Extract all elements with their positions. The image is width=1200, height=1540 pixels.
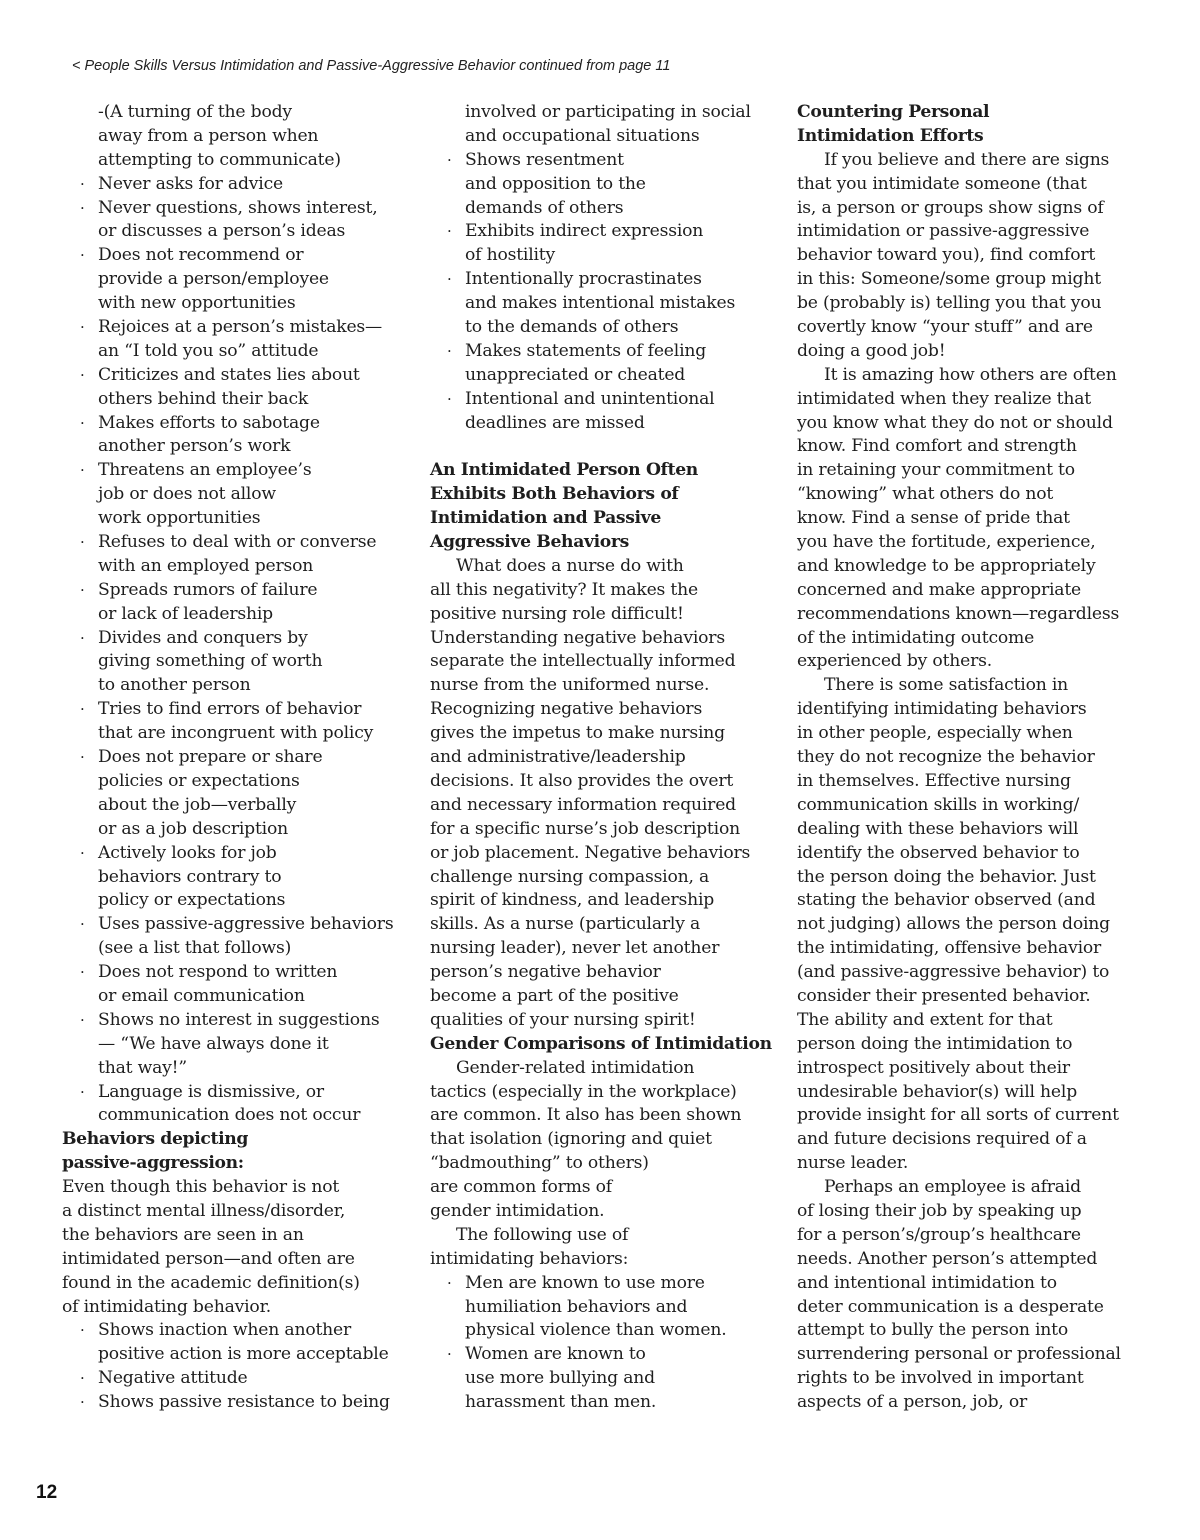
- line-text: Threatens an employee’s: [98, 460, 312, 481]
- line-text: Does not respond to written: [98, 962, 338, 983]
- line-text: gives the impetus to make nursing: [430, 723, 725, 744]
- line-text: Perhaps an employee is afraid: [824, 1177, 1081, 1198]
- line-text: of losing their job by speaking up: [797, 1200, 1082, 1221]
- line-text: a distinct mental illness/disorder,: [62, 1200, 346, 1221]
- line-text: Actively looks for job: [98, 842, 277, 863]
- line-text: the intimidating, offensive behavior: [797, 938, 1102, 959]
- line-text: positive action is more acceptable: [98, 1344, 389, 1365]
- line-text: found in the academic definition(s): [62, 1272, 360, 1293]
- bullet-dot-icon: ·: [80, 700, 85, 719]
- line-text: you have the fortitude, experience,: [797, 532, 1096, 553]
- bullet-dot-icon: ·: [80, 628, 85, 647]
- line-text: -(A turning of the body: [98, 102, 292, 122]
- bullet-dot-icon: ·: [447, 389, 452, 408]
- line-text: unappreciated or cheated: [465, 364, 686, 385]
- line-text: be (probably is) telling you that you: [797, 293, 1102, 314]
- line-text: stating the behavior observed (and: [797, 890, 1096, 911]
- line-text: harassment than men.: [465, 1392, 657, 1413]
- line-text: (and passive-aggressive behavior) to: [797, 962, 1110, 983]
- line-text: or lack of leadership: [98, 603, 273, 624]
- line-text: covertly know “your stuff” and are: [797, 317, 1093, 338]
- line-text: It is amazing how others are often: [824, 364, 1117, 385]
- line-text: Negative attitude: [98, 1368, 248, 1389]
- page-number: 12: [36, 1482, 58, 1503]
- line-text: surrendering personal or professional: [797, 1344, 1121, 1365]
- line-text: and opposition to the: [465, 173, 646, 194]
- line-text: humiliation behaviors and: [465, 1296, 688, 1317]
- line-text: If you believe and there are signs: [824, 149, 1110, 170]
- line-text: Recognizing negative behaviors: [430, 699, 703, 720]
- bullet-dot-icon: ·: [447, 1273, 452, 1292]
- line-text: Criticizes and states lies about: [98, 364, 360, 385]
- line-text: or email communication: [98, 985, 305, 1006]
- line-text: rights to be involved in important: [797, 1368, 1084, 1389]
- line-text: intimidated person—and often are: [62, 1248, 355, 1269]
- line-text: consider their presented behavior.: [797, 985, 1091, 1006]
- bullet-dot-icon: ·: [447, 341, 452, 360]
- line-text: of hostility: [465, 245, 556, 266]
- line-text: attempt to bully the person into: [797, 1320, 1068, 1341]
- bullet-dot-icon: ·: [80, 198, 85, 217]
- line-text: Divides and conquers by: [98, 627, 308, 648]
- line-text: deadlines are missed: [465, 412, 645, 433]
- line-text: tactics (especially in the workplace): [430, 1081, 737, 1102]
- line-text: introspect positively about their: [797, 1057, 1070, 1078]
- line-text: Does not prepare or share: [98, 747, 323, 768]
- bullet-dot-icon: ·: [80, 533, 85, 552]
- line-text: in themselves. Effective nursing: [797, 770, 1071, 791]
- line-text: are common forms of: [430, 1177, 612, 1198]
- line-text: positive nursing role difficult!: [430, 603, 684, 624]
- line-text: attempting to communicate): [98, 149, 341, 170]
- line-text: needs. Another person’s attempted: [797, 1248, 1098, 1269]
- line-text: intimidation or passive-aggressive: [797, 221, 1090, 242]
- line-text: that isolation (ignoring and quiet: [430, 1129, 712, 1150]
- line-text: another person’s work: [98, 436, 291, 457]
- continuation-header: < People Skills Versus Intimidation and Passive-Aggressive Behavior continued from page 11: [72, 58, 671, 74]
- line-text: gender intimidation.: [430, 1200, 605, 1221]
- line-text: use more bullying and: [465, 1368, 655, 1389]
- line-text: intimidating behaviors:: [430, 1248, 629, 1269]
- line-text: “badmouthing” to others): [430, 1153, 649, 1174]
- bullet-dot-icon: ·: [80, 413, 85, 432]
- line-text: Gender Comparisons of Intimidation: [430, 1033, 772, 1054]
- line-text: qualities of your nursing spirit!: [430, 1009, 696, 1030]
- line-text: and occupational situations: [465, 125, 700, 146]
- line-text: of intimidating behavior.: [62, 1296, 271, 1317]
- line-text: doing a good job!: [797, 340, 946, 361]
- line-text: communication does not occur: [98, 1105, 361, 1126]
- line-text: intimidated when they realize that: [797, 388, 1092, 409]
- bullet-dot-icon: ·: [447, 1345, 452, 1364]
- line-text: nursing leader), never let another: [430, 938, 720, 959]
- line-text: and future decisions required of a: [797, 1129, 1087, 1150]
- line-text: to the demands of others: [465, 317, 679, 338]
- line-text: or discusses a person’s ideas: [98, 221, 346, 242]
- bullet-dot-icon: ·: [447, 150, 452, 169]
- line-text: recommendations known—regardless: [797, 603, 1120, 624]
- line-text: “knowing” what others do not: [797, 484, 1054, 505]
- line-text: Intentional and unintentional: [465, 388, 715, 409]
- line-text: Never asks for advice: [98, 173, 283, 194]
- line-text: Men are known to use more: [465, 1272, 705, 1293]
- line-text: skills. As a nurse (particularly a: [430, 914, 701, 935]
- line-text: separate the intellectually informed: [430, 651, 736, 672]
- line-text: behaviors contrary to: [98, 866, 282, 887]
- line-text: person doing the intimidation to: [797, 1033, 1073, 1054]
- line-text: concerned and make appropriate: [797, 579, 1081, 600]
- line-text: for a specific nurse’s job description: [430, 818, 740, 839]
- bullet-dot-icon: ·: [80, 1082, 85, 1101]
- line-text: in other people, especially when: [797, 723, 1073, 744]
- bullet-dot-icon: ·: [80, 1393, 85, 1412]
- line-text: identifying intimidating behaviors: [797, 699, 1087, 720]
- line-text: decisions. It also provides the overt: [430, 770, 734, 791]
- line-text: work opportunities: [98, 508, 261, 529]
- line-text: Rejoices at a person’s mistakes—: [98, 317, 383, 338]
- line-text: Refuses to deal with or converse: [98, 532, 377, 553]
- line-text: and administrative/leadership: [430, 747, 686, 768]
- line-text: of the intimidating outcome: [797, 627, 1035, 648]
- line-text: aspects of a person, job, or: [797, 1392, 1028, 1413]
- bullet-dot-icon: ·: [80, 461, 85, 480]
- line-text: all this negativity? It makes the: [430, 579, 698, 600]
- line-text: and intentional intimidation to: [797, 1272, 1057, 1293]
- line-text: involved or participating in social: [465, 102, 751, 122]
- line-text: Never questions, shows interest,: [98, 197, 378, 218]
- line-text: about the job—verbally: [98, 794, 297, 815]
- line-text: experienced by others.: [797, 651, 993, 672]
- line-text: challenge nursing compassion, a: [430, 866, 710, 887]
- line-text: physical violence than women.: [465, 1320, 727, 1341]
- line-text: The ability and extent for that: [797, 1009, 1053, 1030]
- line-text: nurse from the uniformed nurse.: [430, 675, 710, 696]
- line-text: Does not recommend or: [98, 245, 304, 266]
- line-text: that you intimidate someone (that: [797, 173, 1087, 194]
- line-text: that way!”: [98, 1057, 187, 1078]
- line-text: — “We have always done it: [98, 1033, 329, 1054]
- line-text: The following use of: [456, 1224, 629, 1245]
- line-text: Exhibits indirect expression: [465, 221, 704, 242]
- line-text: the person doing the behavior. Just: [797, 866, 1096, 887]
- line-text: Shows inaction when another: [98, 1320, 352, 1341]
- bullet-dot-icon: ·: [80, 365, 85, 384]
- line-text: communication skills in working/: [797, 794, 1080, 815]
- line-text: undesirable behavior(s) will help: [797, 1081, 1077, 1102]
- bullet-dot-icon: ·: [80, 1010, 85, 1029]
- line-text: an “I told you so” attitude: [98, 340, 319, 361]
- line-text: Women are known to: [465, 1344, 646, 1365]
- line-text: Understanding negative behaviors: [430, 627, 725, 648]
- line-text: for a person’s/group’s healthcare: [797, 1224, 1081, 1245]
- line-text: to another person: [98, 675, 251, 696]
- line-text: the behaviors are seen in an: [62, 1224, 304, 1245]
- line-text: Intimidation Efforts: [797, 125, 984, 146]
- line-text: policy or expectations: [98, 890, 286, 911]
- line-text: Intentionally procrastinates: [465, 269, 702, 290]
- bullet-dot-icon: ·: [80, 318, 85, 337]
- line-text: person’s negative behavior: [430, 962, 661, 983]
- line-text: and knowledge to be appropriately: [797, 555, 1096, 576]
- line-text: are common. It also has been shown: [430, 1105, 742, 1126]
- line-text: Language is dismissive, or: [98, 1081, 324, 1102]
- line-text: deter communication is a desperate: [797, 1296, 1104, 1317]
- line-text: not judging) allows the person doing: [797, 914, 1110, 935]
- line-text: What does a nurse do with: [456, 555, 684, 576]
- line-text: with an employed person: [98, 555, 314, 576]
- line-text: and necessary information required: [430, 794, 736, 815]
- bullet-dot-icon: ·: [80, 580, 85, 599]
- line-text: in retaining your commitment to: [797, 460, 1075, 481]
- line-text: identify the observed behavior to: [797, 842, 1080, 863]
- line-text: they do not recognize the behavior: [797, 747, 1095, 768]
- bullet-dot-icon: ·: [80, 246, 85, 265]
- line-text: Makes efforts to sabotage: [98, 412, 320, 433]
- line-text: giving something of worth: [98, 651, 323, 672]
- bullet-dot-icon: ·: [80, 1321, 85, 1340]
- line-text: and makes intentional mistakes: [465, 293, 736, 314]
- line-text: others behind their back: [98, 388, 309, 409]
- line-text: Shows passive resistance to being: [98, 1392, 390, 1413]
- line-text: Shows no interest in suggestions: [98, 1009, 380, 1030]
- bullet-dot-icon: ·: [80, 174, 85, 193]
- bullet-dot-icon: ·: [447, 222, 452, 241]
- bullet-dot-icon: ·: [80, 748, 85, 767]
- line-text: Aggressive Behaviors: [430, 532, 629, 553]
- line-text: know. Find a sense of pride that: [797, 508, 1070, 529]
- line-text: dealing with these behaviors will: [797, 818, 1079, 839]
- bullet-dot-icon: ·: [447, 270, 452, 289]
- line-text: in this: Someone/some group might: [797, 269, 1101, 290]
- line-text: nurse leader.: [797, 1153, 909, 1174]
- line-text: spirit of kindness, and leadership: [430, 890, 715, 911]
- line-text: job or does not allow: [98, 484, 276, 505]
- line-text: policies or expectations: [98, 770, 300, 791]
- line-text: Gender-related intimidation: [456, 1057, 695, 1078]
- line-text: demands of others: [465, 197, 624, 218]
- line-text: Even though this behavior is not: [62, 1177, 340, 1198]
- line-text: that are incongruent with policy: [98, 723, 374, 744]
- bullet-dot-icon: ·: [80, 1369, 85, 1388]
- line-text: Countering Personal: [797, 102, 990, 122]
- line-text: you know what they do not or should: [797, 412, 1113, 433]
- line-text: or job placement. Negative behaviors: [430, 842, 751, 863]
- line-text: provide insight for all sorts of current: [797, 1105, 1119, 1126]
- bullet-dot-icon: ·: [80, 915, 85, 934]
- line-text: Intimidation and Passive: [430, 508, 661, 529]
- line-text: Uses passive-aggressive behaviors: [98, 914, 394, 935]
- line-text: Shows resentment: [465, 149, 624, 170]
- line-text: Exhibits Both Behaviors of: [430, 484, 679, 505]
- line-text: behavior toward you), find comfort: [797, 245, 1096, 266]
- bullet-dot-icon: ·: [80, 963, 85, 982]
- line-text: passive-aggression:: [62, 1153, 244, 1174]
- line-text: Behaviors depicting: [62, 1129, 249, 1150]
- line-text: Makes statements of feeling: [465, 340, 707, 361]
- line-text: is, a person or groups show signs of: [797, 197, 1104, 218]
- line-text: provide a person/employee: [98, 269, 329, 290]
- line-text: (see a list that follows): [98, 938, 292, 959]
- bullet-dot-icon: ·: [80, 843, 85, 862]
- line-text: with new opportunities: [98, 293, 296, 314]
- line-text: away from a person when: [98, 125, 319, 146]
- line-text: become a part of the positive: [430, 985, 679, 1006]
- line-text: or as a job description: [98, 818, 288, 839]
- line-text: An Intimidated Person Often: [430, 460, 698, 481]
- line-text: know. Find comfort and strength: [797, 436, 1077, 457]
- line-text: Tries to find errors of behavior: [98, 699, 362, 720]
- line-text: There is some satisfaction in: [824, 675, 1069, 696]
- line-text: Spreads rumors of failure: [98, 579, 318, 600]
